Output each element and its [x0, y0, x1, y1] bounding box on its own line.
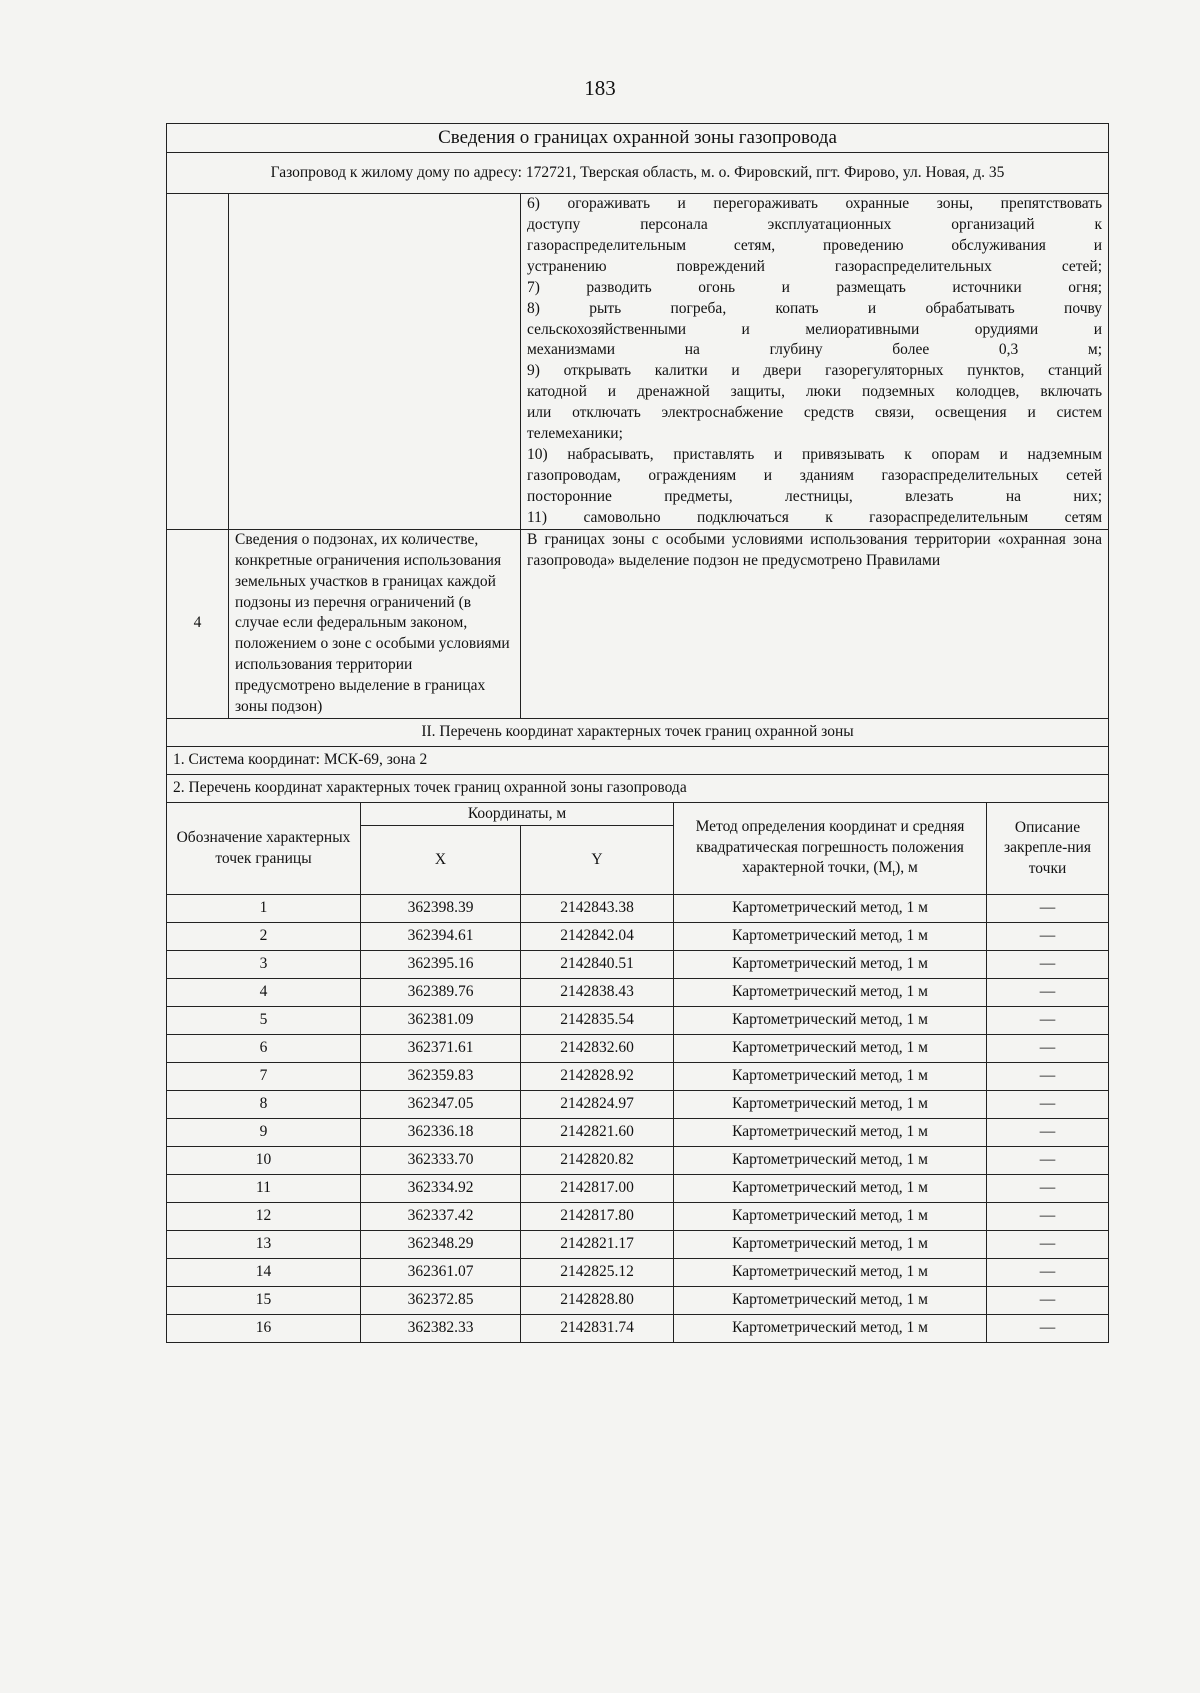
description-cell: —: [987, 1147, 1109, 1175]
subzone-info-value: В границах зоны с особыми условиями использования территории «охранная зона газопровода» выделение подзон не предусмотрено Правилами: [521, 529, 1109, 718]
table-row: [167, 1259, 1109, 1287]
table-row: [167, 1175, 1109, 1203]
restriction-line: посторонние предметы, лестницы, влезать на них;: [527, 487, 1103, 505]
point-number-cell: 15: [167, 1287, 361, 1315]
x-coordinate-cell: 362381.09: [361, 1007, 521, 1035]
x-coordinate-cell: 362395.16: [361, 951, 521, 979]
x-coordinate-cell: 362394.61: [361, 923, 521, 951]
method-cell: Картометрический метод, 1 м: [674, 951, 987, 979]
table-row: [167, 1035, 1109, 1063]
restriction-line: механизмами на глубину более 0,3 м;: [527, 341, 1103, 359]
point-number-cell: 4: [167, 979, 361, 1007]
empty-description-cell: [229, 194, 521, 530]
method-cell: Картометрический метод, 1 м: [674, 1007, 987, 1035]
restrictions-list: [521, 194, 1109, 530]
restriction-line: 9) открывать калитки и двери газорегуляторных пунктов, станций: [527, 362, 1103, 380]
description-cell: —: [987, 1175, 1109, 1203]
point-number-cell: 10: [167, 1147, 361, 1175]
header-x: X: [361, 826, 521, 895]
restriction-line: 10) набрасывать, приставлять и привязывать к опорам и надземным: [527, 446, 1103, 464]
subzone-info-label: Сведения о подзонах, их количестве, конкретные ограничения использования земельных участков в границах каждой подзоны из перечня ограничений (в случае если федеральным законом, положением о зоне с особыми условиями использования территории предусмотрено выделение в границах зоны подзон): [229, 529, 521, 718]
method-cell: Картометрический метод, 1 м: [674, 1175, 987, 1203]
coordinate-system: 1. Система координат: МСК-69, зона 2: [167, 747, 1109, 775]
x-coordinate-cell: 362389.76: [361, 979, 521, 1007]
x-coordinate-cell: 362347.05: [361, 1091, 521, 1119]
zone-table: [166, 123, 1109, 1343]
method-cell: Картометрический метод, 1 м: [674, 1091, 987, 1119]
description-cell: —: [987, 1259, 1109, 1287]
y-coordinate-cell: 2142835.54: [521, 1007, 674, 1035]
x-coordinate-cell: 362361.07: [361, 1259, 521, 1287]
point-number-cell: 6: [167, 1035, 361, 1063]
description-cell: —: [987, 1063, 1109, 1091]
table-row: [167, 1147, 1109, 1175]
table-row: [167, 979, 1109, 1007]
point-number-cell: 11: [167, 1175, 361, 1203]
method-cell: Картометрический метод, 1 м: [674, 923, 987, 951]
table-row: [167, 923, 1109, 951]
point-number-cell: 5: [167, 1007, 361, 1035]
x-coordinate-cell: 362336.18: [361, 1119, 521, 1147]
section-title: II. Перечень координат характерных точек границ охранной зоны: [167, 719, 1109, 747]
coordinates-list-title: 2. Перечень координат характерных точек границ охранной зоны газопровода: [167, 775, 1109, 803]
restriction-line: катодной и дренажной защиты, люки подземных колодцев, включать: [527, 383, 1103, 401]
x-coordinate-cell: 362359.83: [361, 1063, 521, 1091]
y-coordinate-cell: 2142832.60: [521, 1035, 674, 1063]
y-coordinate-cell: 2142843.38: [521, 895, 674, 923]
row-number: 4: [167, 529, 229, 718]
description-cell: —: [987, 1091, 1109, 1119]
description-cell: —: [987, 1231, 1109, 1259]
point-number-cell: 2: [167, 923, 361, 951]
description-cell: —: [987, 1315, 1109, 1343]
y-coordinate-cell: 2142842.04: [521, 923, 674, 951]
method-cell: Картометрический метод, 1 м: [674, 1035, 987, 1063]
table-row: [167, 1287, 1109, 1315]
x-coordinate-cell: 362337.42: [361, 1203, 521, 1231]
y-coordinate-cell: 2142817.00: [521, 1175, 674, 1203]
x-coordinate-cell: 362333.70: [361, 1147, 521, 1175]
method-cell: Картометрический метод, 1 м: [674, 1203, 987, 1231]
y-coordinate-cell: 2142821.60: [521, 1119, 674, 1147]
table-title: Сведения о границах охранной зоны газопровода: [167, 124, 1109, 153]
method-cell: Картометрический метод, 1 м: [674, 1315, 987, 1343]
method-cell: Картометрический метод, 1 м: [674, 1259, 987, 1287]
y-coordinate-cell: 2142817.80: [521, 1203, 674, 1231]
x-coordinate-cell: 362398.39: [361, 895, 521, 923]
restriction-line: или отключать электроснабжение средств связи, освещения и систем: [527, 404, 1103, 422]
description-cell: —: [987, 1007, 1109, 1035]
header-point: Обозначение характерных точек границы: [167, 803, 361, 895]
point-number-cell: 1: [167, 895, 361, 923]
y-coordinate-cell: 2142838.43: [521, 979, 674, 1007]
method-cell: Картометрический метод, 1 м: [674, 1063, 987, 1091]
restriction-line: 7) разводить огонь и размещать источники огня;: [527, 278, 1103, 296]
table-row: [167, 1119, 1109, 1147]
description-cell: —: [987, 951, 1109, 979]
method-cell: Картометрический метод, 1 м: [674, 1231, 987, 1259]
description-cell: —: [987, 923, 1109, 951]
description-cell: —: [987, 895, 1109, 923]
x-coordinate-cell: 362371.61: [361, 1035, 521, 1063]
method-cell: Картометрический метод, 1 м: [674, 1119, 987, 1147]
restriction-line: 8) рыть погреба, копать и обрабатывать почву: [527, 299, 1103, 317]
y-coordinate-cell: 2142825.12: [521, 1259, 674, 1287]
table-row: [167, 1203, 1109, 1231]
page-number: 183: [584, 76, 616, 100]
header-method: Метод определения координат и средняя квадратическая погрешность положения характерной точки, $(M_t)$, м: [674, 803, 987, 895]
restriction-line: 6) огораживать и перегораживать охранные зоны, препятствовать: [527, 195, 1103, 212]
y-coordinate-cell: 2142831.74: [521, 1315, 674, 1343]
object-address: Газопровод к жилому дому по адресу: 172721, Тверская область, м. о. Фировский, пгт. Фирово, ул. Новая, д. 35: [167, 153, 1109, 194]
row-number-cell: [167, 194, 229, 530]
method-cell: Картометрический метод, 1 м: [674, 1147, 987, 1175]
table-row: [167, 895, 1109, 923]
y-coordinate-cell: 2142840.51: [521, 951, 674, 979]
header-y: Y: [521, 826, 674, 895]
x-coordinate-cell: 362382.33: [361, 1315, 521, 1343]
method-cell: Картометрический метод, 1 м: [674, 895, 987, 923]
y-coordinate-cell: 2142820.82: [521, 1147, 674, 1175]
y-coordinate-cell: 2142828.92: [521, 1063, 674, 1091]
header-description: Описание закрепле-ния точки: [987, 803, 1109, 895]
x-coordinate-cell: 362348.29: [361, 1231, 521, 1259]
point-number-cell: 16: [167, 1315, 361, 1343]
point-number-cell: 9: [167, 1119, 361, 1147]
table-row: [167, 1007, 1109, 1035]
y-coordinate-cell: 2142824.97: [521, 1091, 674, 1119]
restriction-line: доступу персонала эксплуатационных организаций к: [527, 215, 1103, 233]
point-number-cell: 12: [167, 1203, 361, 1231]
description-cell: —: [987, 1287, 1109, 1315]
restriction-line: телемеханики;: [527, 425, 623, 443]
restriction-line: 11) самовольно подключаться к газораспределительным сетям: [527, 508, 1103, 526]
description-cell: —: [987, 1119, 1109, 1147]
table-row: [167, 1091, 1109, 1119]
table-row: [167, 1063, 1109, 1091]
x-coordinate-cell: 362334.92: [361, 1175, 521, 1203]
restriction-line: газопроводам, ограждениям и зданиям газораспределительных сетей: [527, 466, 1103, 484]
x-coordinate-cell: 362372.85: [361, 1287, 521, 1315]
method-cell: Картометрический метод, 1 м: [674, 979, 987, 1007]
description-cell: —: [987, 979, 1109, 1007]
table-row: [167, 1315, 1109, 1343]
point-number-cell: 8: [167, 1091, 361, 1119]
y-coordinate-cell: 2142821.17: [521, 1231, 674, 1259]
header-coordinates: Координаты, м: [361, 803, 674, 826]
description-cell: —: [987, 1203, 1109, 1231]
point-number-cell: 7: [167, 1063, 361, 1091]
restriction-line: сельскохозяйственными и мелиоративными орудиями и: [527, 320, 1103, 338]
method-cell: Картометрический метод, 1 м: [674, 1287, 987, 1315]
table-row: [167, 1231, 1109, 1259]
point-number-cell: 14: [167, 1259, 361, 1287]
y-coordinate-cell: 2142828.80: [521, 1287, 674, 1315]
point-number-cell: 13: [167, 1231, 361, 1259]
restriction-line: устранению повреждений газораспределительных сетей;: [527, 257, 1103, 275]
description-cell: —: [987, 1035, 1109, 1063]
restriction-line: газораспределительным сетям, проведению обслуживания и: [527, 236, 1103, 254]
table-row: [167, 951, 1109, 979]
point-number-cell: 3: [167, 951, 361, 979]
